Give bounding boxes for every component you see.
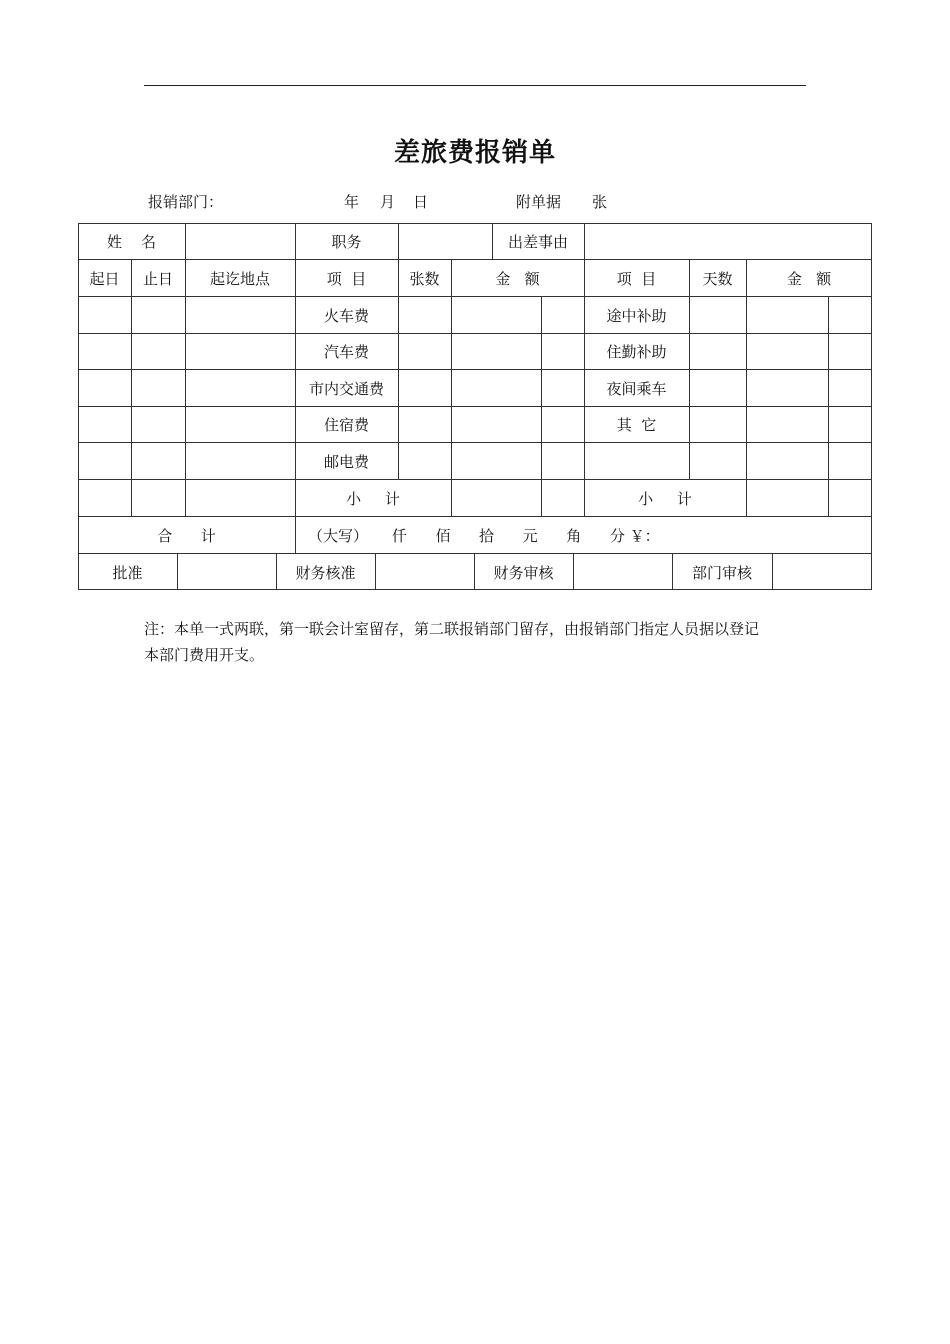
position-field[interactable] xyxy=(399,224,492,259)
end-day-header: 止日 xyxy=(142,269,173,288)
amount-header: 金 额 xyxy=(495,269,540,288)
subsidy-item-other: 其 它 xyxy=(616,416,657,434)
approve-field[interactable] xyxy=(178,554,276,589)
expense-item-postal: 邮电费 xyxy=(323,452,369,471)
start-day-header: 起日 xyxy=(89,269,120,288)
dept-audit-field[interactable] xyxy=(773,554,871,589)
subsidy-item-travel: 途中补助 xyxy=(606,306,667,325)
finance-check-label: 财务核准 xyxy=(295,563,356,582)
footnote-line-1: 注：本单一式两联，第一联会计室留存，第二联报销部门留存，由报销部门指定人员据以登记 xyxy=(144,620,760,638)
approve-label: 批准 xyxy=(112,563,143,582)
form-title: 差旅费报销单 xyxy=(393,138,556,168)
days-header: 天数 xyxy=(702,269,733,288)
count-header: 张数 xyxy=(409,269,440,288)
total-amount-upper: （大写） 仟 佰 拾 元 角 分 ￥： xyxy=(308,526,660,545)
position-label: 职务 xyxy=(331,232,362,251)
expense-item-lodging: 住宿费 xyxy=(323,416,369,434)
subsidy-amount-header: 金 额 xyxy=(786,269,832,288)
attach-unit: 张 xyxy=(592,193,608,211)
reason-field[interactable] xyxy=(585,224,871,259)
name-label: 姓 名 xyxy=(106,232,157,251)
year-label: 年 xyxy=(344,193,360,211)
name-field[interactable] xyxy=(186,224,295,259)
finance-check-field[interactable] xyxy=(376,554,474,589)
attach-label: 附单据 xyxy=(516,193,562,211)
footnote xyxy=(144,616,814,668)
header-rule xyxy=(144,85,806,86)
total-label: 合 计 xyxy=(157,526,216,545)
dept-audit-label: 部门审核 xyxy=(691,563,752,582)
subtotal-left-label: 小 计 xyxy=(346,489,400,508)
item-header: 项 目 xyxy=(326,269,367,288)
expense-item-train: 火车费 xyxy=(323,306,369,325)
reason-label: 出差事由 xyxy=(507,232,568,251)
finance-audit-label: 财务审核 xyxy=(493,563,554,582)
month-label: 月 xyxy=(380,193,396,211)
expense-item-local-transport: 市内交通费 xyxy=(308,379,384,398)
expense-table xyxy=(78,223,872,590)
footnote-line-2: 本部门费用开支。 xyxy=(144,646,265,664)
subsidy-item-stay: 住勤补助 xyxy=(606,343,667,361)
day-label: 日 xyxy=(413,193,429,211)
subsidy-item-night-ride: 夜间乘车 xyxy=(606,379,667,398)
dept-label: 报销部门： xyxy=(148,193,224,211)
route-header: 起讫地点 xyxy=(209,269,270,288)
expense-item-bus: 汽车费 xyxy=(323,343,369,361)
finance-audit-field[interactable] xyxy=(574,554,672,589)
subtotal-right-label: 小 计 xyxy=(638,489,692,508)
subsidy-item-header: 项 目 xyxy=(616,269,657,288)
